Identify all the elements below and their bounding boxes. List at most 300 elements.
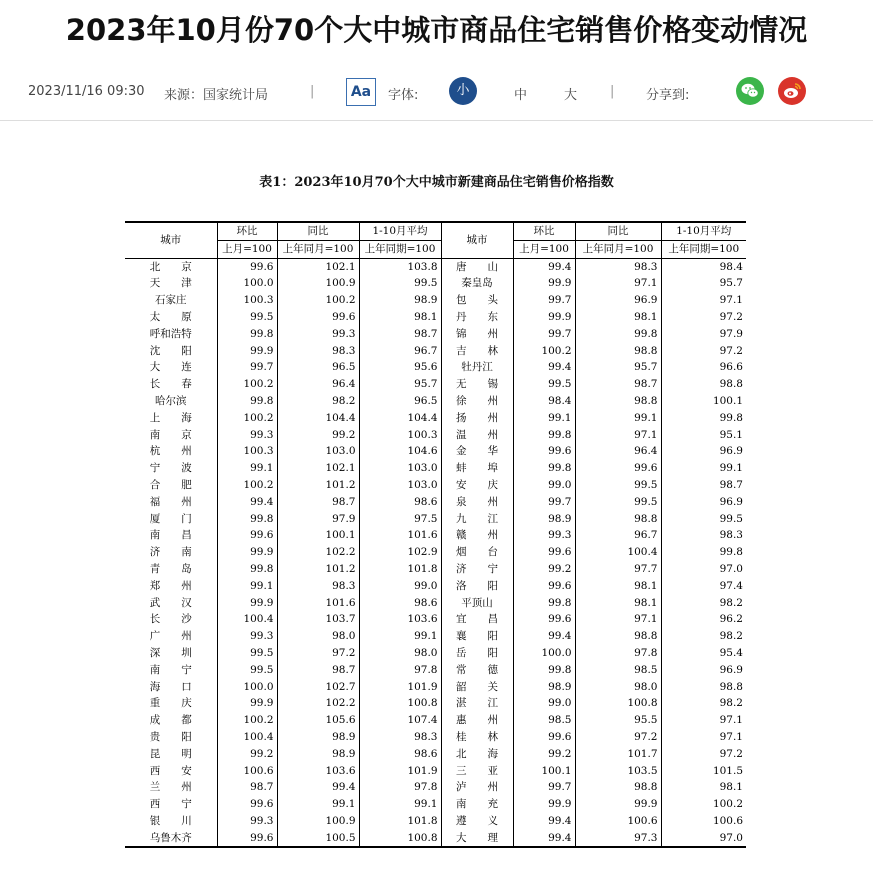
city-name-cell: 宁 波	[149, 462, 192, 475]
yoy-value-cell: 97.2	[575, 729, 661, 746]
avg-value-cell: 97.0	[661, 561, 746, 578]
yoy-value-cell: 99.3	[277, 326, 359, 343]
yoy-value-cell: 99.6	[575, 460, 661, 477]
city-name-cell: 南 京	[149, 428, 192, 441]
yoy-value-cell: 98.8	[575, 779, 661, 796]
city-name-cell: 青 岛	[149, 562, 192, 575]
avg-value-cell: 100.2	[661, 796, 746, 813]
header-divider	[0, 120, 873, 121]
city-name-cell: 太 原	[149, 310, 192, 323]
col-header-avg: 1-10月平均	[359, 222, 441, 240]
col-header-yoy: 同比	[277, 222, 359, 240]
mom-value-cell: 99.3	[217, 628, 277, 645]
yoy-value-cell: 98.8	[575, 511, 661, 528]
city-name-cell: 牡丹江	[441, 359, 513, 376]
yoy-value-cell: 97.2	[277, 645, 359, 662]
table-row	[125, 477, 746, 494]
publish-datetime: 2023/11/16 09:30	[28, 84, 145, 99]
city-name-cell: 丹 东	[441, 309, 513, 326]
mom-value-cell: 99.8	[513, 460, 575, 477]
avg-value-cell: 98.1	[359, 309, 441, 326]
city-name-cell: 西 安	[149, 764, 192, 777]
avg-value-cell: 97.8	[359, 662, 441, 679]
city-name-cell: 桂 林	[441, 729, 513, 746]
city-name-cell: 温 州	[441, 427, 513, 444]
col-header-avg: 1-10月平均	[661, 222, 746, 240]
yoy-value-cell: 100.1	[277, 527, 359, 544]
mom-value-cell: 99.3	[217, 813, 277, 830]
mom-value-cell: 98.9	[513, 511, 575, 528]
city-name-cell: 襄 阳	[441, 628, 513, 645]
yoy-value-cell: 103.0	[277, 443, 359, 460]
avg-value-cell: 104.6	[359, 443, 441, 460]
table-row	[125, 544, 746, 561]
yoy-value-cell: 99.5	[575, 477, 661, 494]
city-name-cell: 湛 江	[441, 695, 513, 712]
mom-value-cell: 99.9	[217, 695, 277, 712]
mom-value-cell: 99.9	[513, 275, 575, 292]
city-name-cell: 泉 州	[441, 494, 513, 511]
mom-value-cell: 99.6	[217, 830, 277, 848]
avg-value-cell: 100.8	[359, 830, 441, 848]
yoy-value-cell: 98.7	[277, 494, 359, 511]
city-name-cell: 长 沙	[149, 613, 192, 626]
table-row	[125, 712, 746, 729]
city-name-cell: 大 理	[441, 830, 513, 848]
avg-value-cell: 100.1	[661, 393, 746, 410]
yoy-value-cell: 103.7	[277, 611, 359, 628]
yoy-value-cell: 99.8	[575, 326, 661, 343]
avg-value-cell: 103.8	[359, 258, 441, 275]
table-row	[125, 746, 746, 763]
yoy-value-cell: 98.8	[575, 393, 661, 410]
divider: |	[610, 84, 615, 99]
avg-value-cell: 98.8	[661, 679, 746, 696]
table-row	[125, 275, 746, 292]
price-index-table	[125, 221, 746, 848]
avg-value-cell: 97.2	[661, 309, 746, 326]
yoy-value-cell: 99.4	[277, 779, 359, 796]
avg-value-cell: 96.5	[359, 393, 441, 410]
avg-value-cell: 98.3	[661, 527, 746, 544]
table-row	[125, 292, 746, 309]
mom-value-cell: 99.6	[513, 443, 575, 460]
table-row	[125, 662, 746, 679]
yoy-value-cell: 100.6	[575, 813, 661, 830]
city-name-cell: 福 州	[149, 495, 192, 508]
article-meta-bar	[28, 74, 848, 110]
divider: |	[310, 84, 315, 99]
avg-value-cell: 98.7	[359, 326, 441, 343]
table-row	[125, 813, 746, 830]
mom-value-cell: 99.9	[217, 595, 277, 612]
yoy-value-cell: 97.9	[277, 511, 359, 528]
mom-value-cell: 98.4	[513, 393, 575, 410]
avg-value-cell: 96.9	[661, 494, 746, 511]
avg-value-cell: 98.1	[661, 779, 746, 796]
city-name-cell: 天 津	[149, 277, 192, 290]
city-name-cell: 大 连	[149, 361, 192, 374]
yoy-value-cell: 99.5	[575, 494, 661, 511]
table-row	[125, 695, 746, 712]
yoy-value-cell: 101.2	[277, 561, 359, 578]
city-name-cell: 安 庆	[441, 477, 513, 494]
yoy-value-cell: 100.4	[575, 544, 661, 561]
mom-value-cell: 99.9	[513, 796, 575, 813]
avg-value-cell: 96.6	[661, 359, 746, 376]
city-name-cell: 海 口	[149, 680, 192, 693]
avg-value-cell: 98.0	[359, 645, 441, 662]
city-name-cell: 北 京	[149, 260, 192, 273]
col-subheader-mom-base: 上月=100	[513, 240, 575, 258]
avg-value-cell: 95.7	[661, 275, 746, 292]
col-subheader-yoy-base: 上年同月=100	[575, 240, 661, 258]
mom-value-cell: 99.4	[513, 359, 575, 376]
yoy-value-cell: 99.2	[277, 427, 359, 444]
yoy-value-cell: 98.7	[277, 662, 359, 679]
avg-value-cell: 99.1	[359, 628, 441, 645]
yoy-value-cell: 98.8	[575, 343, 661, 360]
table-row	[125, 343, 746, 360]
city-name-cell: 吉 林	[441, 343, 513, 360]
city-name-cell: 金 华	[441, 443, 513, 460]
avg-value-cell: 104.4	[359, 410, 441, 427]
avg-value-cell: 97.2	[661, 746, 746, 763]
city-name-cell: 厦 门	[149, 512, 192, 525]
yoy-value-cell: 98.2	[277, 393, 359, 410]
mom-value-cell: 99.6	[513, 611, 575, 628]
mom-value-cell: 99.4	[513, 813, 575, 830]
mom-value-cell: 99.7	[513, 326, 575, 343]
wechat-share-icon[interactable]	[736, 77, 764, 105]
font-size-icon[interactable]: Aa	[346, 78, 376, 106]
mom-value-cell: 99.8	[217, 393, 277, 410]
city-name-cell: 唐 山	[441, 258, 513, 275]
city-name-cell: 韶 关	[441, 679, 513, 696]
city-name-cell: 徐 州	[441, 393, 513, 410]
yoy-value-cell: 101.6	[277, 595, 359, 612]
avg-value-cell: 99.5	[661, 511, 746, 528]
avg-value-cell: 95.6	[359, 359, 441, 376]
mom-value-cell: 100.2	[513, 343, 575, 360]
mom-value-cell: 99.5	[217, 645, 277, 662]
table-row	[125, 628, 746, 645]
yoy-value-cell: 96.4	[277, 376, 359, 393]
yoy-value-cell: 98.5	[575, 662, 661, 679]
avg-value-cell: 95.7	[359, 376, 441, 393]
avg-value-cell: 98.2	[661, 595, 746, 612]
avg-value-cell: 100.6	[661, 813, 746, 830]
avg-value-cell: 97.5	[359, 511, 441, 528]
table-row	[125, 611, 746, 628]
city-name-cell: 昆 明	[149, 747, 192, 760]
mom-value-cell: 99.6	[217, 527, 277, 544]
yoy-value-cell: 105.6	[277, 712, 359, 729]
avg-value-cell: 101.9	[359, 679, 441, 696]
city-name-cell: 杭 州	[149, 445, 192, 458]
mom-value-cell: 99.4	[217, 494, 277, 511]
table-row	[125, 427, 746, 444]
col-subheader-avg-base: 上年同期=100	[359, 240, 441, 258]
yoy-value-cell: 103.6	[277, 763, 359, 780]
col-header-city: 城市	[125, 222, 217, 258]
avg-value-cell: 100.3	[359, 427, 441, 444]
city-name-cell: 广 州	[149, 630, 192, 643]
table-row	[125, 359, 746, 376]
avg-value-cell: 96.7	[359, 343, 441, 360]
yoy-value-cell: 96.7	[575, 527, 661, 544]
city-name-cell: 泸 州	[441, 779, 513, 796]
avg-value-cell: 99.8	[661, 410, 746, 427]
mom-value-cell: 99.7	[513, 494, 575, 511]
avg-value-cell: 95.4	[661, 645, 746, 662]
mom-value-cell: 99.5	[217, 662, 277, 679]
font-large-button[interactable]: 大	[564, 88, 578, 103]
avg-value-cell: 101.8	[359, 561, 441, 578]
avg-value-cell: 98.6	[359, 494, 441, 511]
yoy-value-cell: 99.1	[277, 796, 359, 813]
mom-value-cell: 99.5	[513, 376, 575, 393]
avg-value-cell: 98.6	[359, 595, 441, 612]
city-name-cell: 遵 义	[441, 813, 513, 830]
yoy-value-cell: 102.7	[277, 679, 359, 696]
avg-value-cell: 102.9	[359, 544, 441, 561]
city-name-cell: 南 昌	[149, 529, 192, 542]
city-name-cell: 北 海	[441, 746, 513, 763]
table-row	[125, 779, 746, 796]
avg-value-cell: 103.6	[359, 611, 441, 628]
yoy-value-cell: 98.8	[575, 628, 661, 645]
city-name-cell: 哈尔滨	[155, 394, 187, 407]
mom-value-cell: 100.4	[217, 611, 277, 628]
avg-value-cell: 97.4	[661, 578, 746, 595]
yoy-value-cell: 100.9	[277, 275, 359, 292]
avg-value-cell: 101.8	[359, 813, 441, 830]
yoy-value-cell: 100.5	[277, 830, 359, 848]
mom-value-cell: 99.8	[513, 595, 575, 612]
avg-value-cell: 100.8	[359, 695, 441, 712]
avg-value-cell: 96.9	[661, 443, 746, 460]
avg-value-cell: 97.8	[359, 779, 441, 796]
city-name-cell: 三 亚	[441, 763, 513, 780]
city-name-cell: 平顶山	[441, 595, 513, 612]
yoy-value-cell: 102.1	[277, 258, 359, 275]
yoy-value-cell: 101.7	[575, 746, 661, 763]
avg-value-cell: 96.9	[661, 662, 746, 679]
col-header-yoy: 同比	[575, 222, 661, 240]
city-name-cell: 长 春	[149, 378, 192, 391]
avg-value-cell: 97.9	[661, 326, 746, 343]
mom-value-cell: 98.5	[513, 712, 575, 729]
mom-value-cell: 100.0	[513, 645, 575, 662]
yoy-value-cell: 100.9	[277, 813, 359, 830]
mom-value-cell: 100.3	[217, 443, 277, 460]
mom-value-cell: 99.0	[513, 695, 575, 712]
font-medium-button[interactable]: 中	[514, 88, 528, 103]
mom-value-cell: 99.6	[217, 258, 277, 275]
mom-value-cell: 99.2	[217, 746, 277, 763]
city-name-cell: 深 圳	[149, 646, 192, 659]
table-row	[125, 511, 746, 528]
mom-value-cell: 99.6	[513, 544, 575, 561]
yoy-value-cell: 98.3	[277, 343, 359, 360]
table-row	[125, 679, 746, 696]
table-row	[125, 595, 746, 612]
table-row	[125, 578, 746, 595]
mom-value-cell: 99.1	[217, 578, 277, 595]
table-row	[125, 460, 746, 477]
avg-value-cell: 101.5	[661, 763, 746, 780]
col-header-mom: 环比	[217, 222, 277, 240]
table-row	[125, 258, 746, 275]
page-title: 2023年10月份70个大中城市商品住宅销售价格变动情况	[65, 13, 808, 47]
table-row	[125, 729, 746, 746]
yoy-value-cell: 98.1	[575, 595, 661, 612]
yoy-value-cell: 95.5	[575, 712, 661, 729]
mom-value-cell: 99.4	[513, 628, 575, 645]
avg-value-cell: 98.2	[661, 628, 746, 645]
font-small-button[interactable]: 小	[449, 77, 477, 105]
mom-value-cell: 99.3	[513, 527, 575, 544]
mom-value-cell: 99.5	[217, 309, 277, 326]
mom-value-cell: 99.8	[217, 326, 277, 343]
yoy-value-cell: 96.9	[575, 292, 661, 309]
table-caption: 表1：2023年10月70个大中城市新建商品住宅销售价格指数	[259, 175, 614, 190]
weibo-share-icon[interactable]	[778, 77, 806, 105]
yoy-value-cell: 98.3	[575, 258, 661, 275]
avg-value-cell: 95.1	[661, 427, 746, 444]
table-row	[125, 561, 746, 578]
city-name-cell: 包 头	[441, 292, 513, 309]
mom-value-cell: 100.3	[217, 292, 277, 309]
avg-value-cell: 98.2	[661, 695, 746, 712]
city-name-cell: 扬 州	[441, 410, 513, 427]
avg-value-cell: 97.1	[661, 292, 746, 309]
mom-value-cell: 99.8	[217, 511, 277, 528]
mom-value-cell: 99.6	[217, 796, 277, 813]
city-name-cell: 烟 台	[441, 544, 513, 561]
table-row	[125, 796, 746, 813]
table-row	[125, 527, 746, 544]
avg-value-cell: 98.6	[359, 746, 441, 763]
yoy-value-cell: 101.2	[277, 477, 359, 494]
avg-value-cell: 98.7	[661, 477, 746, 494]
mom-value-cell: 99.6	[513, 729, 575, 746]
mom-value-cell: 99.9	[217, 343, 277, 360]
mom-value-cell: 100.4	[217, 729, 277, 746]
mom-value-cell: 99.3	[217, 427, 277, 444]
yoy-value-cell: 97.3	[575, 830, 661, 848]
avg-value-cell: 98.4	[661, 258, 746, 275]
city-name-cell: 郑 州	[149, 579, 192, 592]
city-name-cell: 兰 州	[149, 781, 192, 794]
city-name-cell: 九 江	[441, 511, 513, 528]
city-name-cell: 宜 昌	[441, 611, 513, 628]
avg-value-cell: 96.2	[661, 611, 746, 628]
yoy-value-cell: 99.6	[277, 309, 359, 326]
mom-value-cell: 99.7	[513, 292, 575, 309]
mom-value-cell: 100.0	[217, 679, 277, 696]
avg-value-cell: 98.3	[359, 729, 441, 746]
city-name-cell: 武 汉	[149, 596, 192, 609]
table-row	[125, 393, 746, 410]
yoy-value-cell: 96.5	[277, 359, 359, 376]
yoy-value-cell: 98.1	[575, 578, 661, 595]
mom-value-cell: 100.6	[217, 763, 277, 780]
source-label: 来源：国家统计局	[164, 88, 269, 103]
city-name-cell: 呼和浩特	[149, 327, 192, 340]
city-name-cell: 成 都	[149, 714, 192, 727]
city-name-cell: 惠 州	[441, 712, 513, 729]
yoy-value-cell: 102.2	[277, 544, 359, 561]
city-name-cell: 贵 阳	[149, 730, 192, 743]
city-name-cell: 蚌 埠	[441, 460, 513, 477]
avg-value-cell: 101.9	[359, 763, 441, 780]
mom-value-cell: 99.8	[513, 662, 575, 679]
yoy-value-cell: 98.1	[575, 309, 661, 326]
yoy-value-cell: 99.1	[575, 410, 661, 427]
col-subheader-yoy-base: 上年同月=100	[277, 240, 359, 258]
avg-value-cell: 97.0	[661, 830, 746, 848]
city-name-cell: 济 南	[149, 546, 192, 559]
yoy-value-cell: 98.0	[575, 679, 661, 696]
font-size-label: 字体:	[388, 88, 419, 103]
mom-value-cell: 99.1	[217, 460, 277, 477]
city-name-cell: 重 庆	[149, 697, 192, 710]
city-name-cell: 上 海	[149, 411, 192, 424]
yoy-value-cell: 98.9	[277, 746, 359, 763]
city-name-cell: 合 肥	[149, 478, 192, 491]
city-name-cell: 银 川	[149, 814, 192, 827]
mom-value-cell: 99.4	[513, 258, 575, 275]
city-name-cell: 常 德	[441, 662, 513, 679]
yoy-value-cell: 97.8	[575, 645, 661, 662]
avg-value-cell: 99.8	[661, 544, 746, 561]
mom-value-cell: 99.7	[513, 779, 575, 796]
city-name-cell: 锦 州	[441, 326, 513, 343]
city-name-cell: 岳 阳	[441, 645, 513, 662]
yoy-value-cell: 102.2	[277, 695, 359, 712]
avg-value-cell: 97.1	[661, 729, 746, 746]
table-row	[125, 830, 746, 848]
mom-value-cell: 100.2	[217, 477, 277, 494]
mom-value-cell: 100.2	[217, 410, 277, 427]
mom-value-cell: 100.0	[217, 275, 277, 292]
mom-value-cell: 98.9	[513, 679, 575, 696]
yoy-value-cell: 100.2	[277, 292, 359, 309]
mom-value-cell: 100.2	[217, 712, 277, 729]
yoy-value-cell: 96.4	[575, 443, 661, 460]
yoy-value-cell: 103.5	[575, 763, 661, 780]
share-label: 分享到:	[646, 88, 690, 103]
city-name-cell: 南 宁	[149, 663, 192, 676]
yoy-value-cell: 102.1	[277, 460, 359, 477]
yoy-value-cell: 97.1	[575, 275, 661, 292]
yoy-value-cell: 97.1	[575, 611, 661, 628]
mom-value-cell: 99.2	[513, 561, 575, 578]
avg-value-cell: 99.1	[359, 796, 441, 813]
mom-value-cell: 99.9	[217, 544, 277, 561]
yoy-value-cell: 95.7	[575, 359, 661, 376]
avg-value-cell: 99.1	[661, 460, 746, 477]
yoy-value-cell: 104.4	[277, 410, 359, 427]
table-row	[125, 326, 746, 343]
avg-value-cell: 99.5	[359, 275, 441, 292]
mom-value-cell: 99.1	[513, 410, 575, 427]
yoy-value-cell: 100.8	[575, 695, 661, 712]
mom-value-cell: 99.8	[217, 561, 277, 578]
city-name-cell: 无 锡	[441, 376, 513, 393]
